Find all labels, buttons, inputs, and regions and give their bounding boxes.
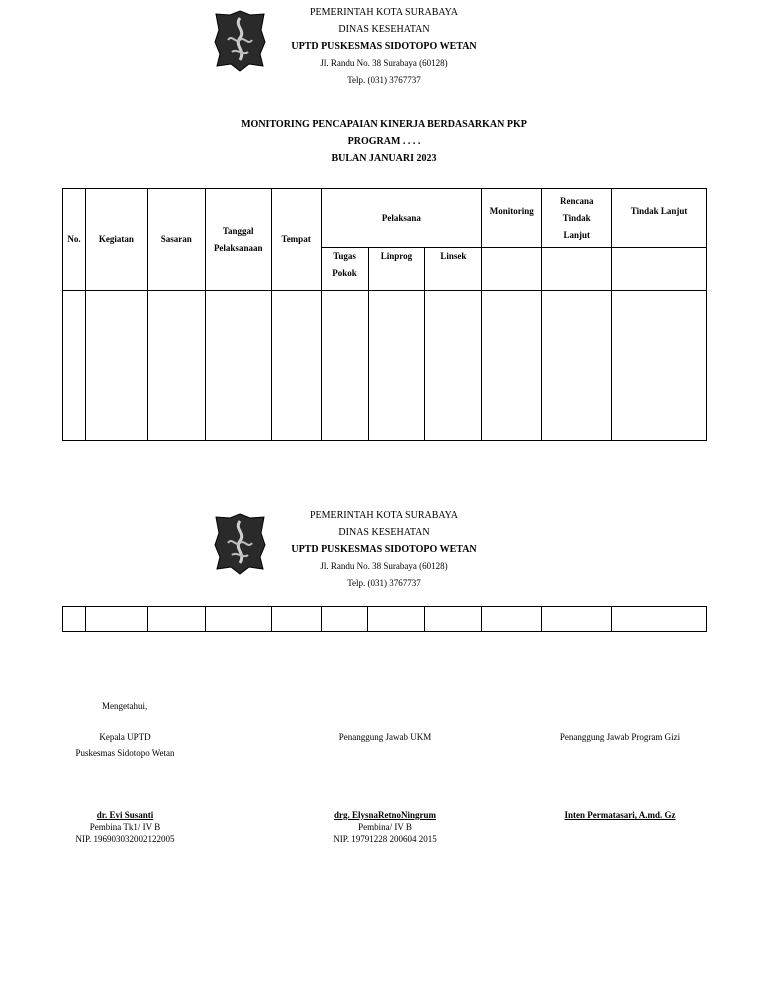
cell-empty xyxy=(542,291,612,441)
cell-empty xyxy=(542,607,612,632)
cell-empty xyxy=(542,248,612,291)
middle-signer-nip: NIP. 19791228 200604 2015 xyxy=(333,834,437,844)
cell-empty xyxy=(368,291,425,441)
letterhead-phone: Telp. (031) 3767737 xyxy=(347,578,421,588)
left-signer-nip: NIP. 196903032002122005 xyxy=(75,834,175,844)
document-title: MONITORING PENCAPAIAN KINERJA BERDASARKAN PKP xyxy=(241,119,527,130)
cell-empty xyxy=(271,607,321,632)
cell-empty xyxy=(321,607,368,632)
letterhead-unit: UPTD PUSKESMAS SIDOTOPO WETAN xyxy=(291,41,477,52)
header-sasaran: Sasaran xyxy=(147,189,205,291)
cell-empty xyxy=(482,607,542,632)
left-signer-name: dr. Evi Susanti xyxy=(96,810,154,820)
header-tugas-pokok: Tugas Pokok xyxy=(321,248,368,291)
cell-empty xyxy=(63,607,86,632)
monitoring-table xyxy=(62,188,707,441)
cell-empty xyxy=(205,291,271,441)
middle-signer-rank: Pembina/ IV B xyxy=(358,822,412,832)
left-signer-role: Kepala UPTD xyxy=(99,732,151,742)
left-signer-office: Puskesmas Sidotopo Wetan xyxy=(75,748,175,758)
cell-empty xyxy=(425,291,482,441)
letterhead-gov: PEMERINTAH KOTA SURABAYA xyxy=(309,7,459,18)
letterhead-address: Jl. Randu No. 38 Surabaya (60128) xyxy=(320,561,448,571)
letterhead-unit: UPTD PUSKESMAS SIDOTOPO WETAN xyxy=(291,544,477,555)
program-label: PROGRAM . . . . xyxy=(347,136,421,147)
cell-empty xyxy=(63,291,86,441)
header-linprog: Linprog xyxy=(368,248,425,291)
letterhead-dept: DINAS KESEHATAN xyxy=(338,24,430,35)
cell-empty xyxy=(147,607,205,632)
letterhead-dept: DINAS KESEHATAN xyxy=(338,527,430,538)
mengetahui-label: Mengetahui, xyxy=(102,701,148,711)
continuation-table xyxy=(62,606,707,632)
header-kegiatan: Kegiatan xyxy=(85,189,147,291)
cell-empty xyxy=(321,291,368,441)
letterhead-address: Jl. Randu No. 38 Surabaya (60128) xyxy=(320,58,448,68)
left-signer-rank: Pembina Tk1/ IV B xyxy=(89,822,161,832)
cell-empty xyxy=(368,607,425,632)
right-signer-role: Penanggung Jawab Program Gizi xyxy=(559,732,681,742)
middle-signer-role: Penanggung Jawab UKM xyxy=(338,732,432,742)
month-label: BULAN JANUARI 2023 xyxy=(331,153,437,164)
right-signer-name: Inten Permatasari, A.md. Gz xyxy=(564,810,676,820)
table-row xyxy=(63,607,707,632)
table-row xyxy=(63,291,707,441)
cell-empty xyxy=(482,291,542,441)
cell-empty xyxy=(147,291,205,441)
cell-empty xyxy=(612,607,707,632)
cell-empty xyxy=(612,248,707,291)
header-pelaksana: Pelaksana xyxy=(321,189,482,248)
header-linsek: Linsek xyxy=(425,248,482,291)
header-no: No. xyxy=(63,189,86,291)
header-tindak-lanjut: Tindak Lanjut xyxy=(612,189,707,248)
middle-signer-name: drg. ElysnaRetnoNingrum xyxy=(333,810,436,820)
cell-empty xyxy=(205,607,271,632)
header-tanggal: Tanggal Pelaksanaan xyxy=(205,189,271,291)
cell-empty xyxy=(85,607,147,632)
letterhead-phone: Telp. (031) 3767737 xyxy=(347,75,421,85)
cell-empty xyxy=(425,607,482,632)
header-monitoring: Monitoring xyxy=(482,189,542,248)
cell-empty xyxy=(85,291,147,441)
cell-empty xyxy=(482,248,542,291)
header-rencana: Rencana Tindak Lanjut xyxy=(542,189,612,248)
cell-empty xyxy=(271,291,321,441)
cell-empty xyxy=(612,291,707,441)
header-tempat: Tempat xyxy=(271,189,321,291)
letterhead-gov: PEMERINTAH KOTA SURABAYA xyxy=(309,510,459,521)
